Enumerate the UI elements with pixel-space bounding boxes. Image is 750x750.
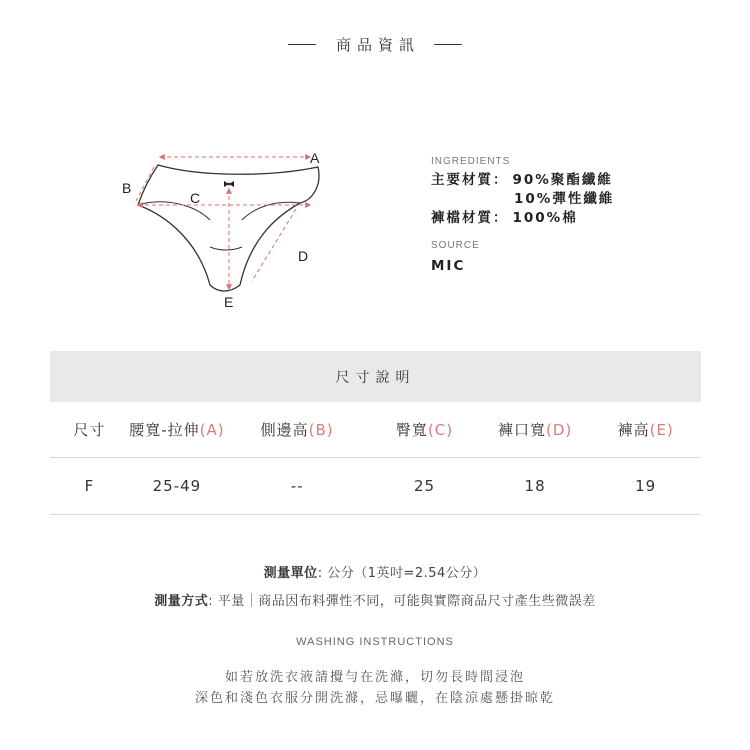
size-section-band bbox=[50, 351, 701, 402]
method-label: 測量方式 bbox=[154, 594, 209, 609]
header-waist: 腰寬-拉伸(A) bbox=[129, 421, 225, 439]
main-material-line bbox=[431, 171, 614, 190]
label-a: A bbox=[310, 150, 320, 166]
crotch-material-line bbox=[431, 209, 614, 228]
method-text: : 平量｜商品因布料彈性不同，可能與實際商品尺寸產生些微誤差 bbox=[208, 594, 596, 609]
table-row bbox=[50, 458, 701, 515]
header-dash-right bbox=[434, 44, 462, 45]
unit-text: : 公分（1英吋=2.54公分） bbox=[317, 566, 487, 581]
size-section-title: 尺寸說明 bbox=[335, 369, 416, 386]
measure-line-d bbox=[252, 209, 296, 281]
crotch-material-value: 100%棉 bbox=[512, 210, 578, 226]
header-leg-opening: 褲口寬(D) bbox=[497, 421, 573, 439]
source-value: MIC bbox=[431, 258, 466, 274]
size-table-header bbox=[50, 402, 701, 458]
cell-leg-opening: 18 bbox=[524, 477, 546, 495]
label-c: C bbox=[190, 190, 201, 206]
material-info bbox=[431, 156, 614, 276]
cell-side-height: -- bbox=[290, 477, 304, 495]
garment-measurement-diagram bbox=[110, 145, 340, 315]
cell-hip: 25 bbox=[413, 477, 436, 495]
label-b: B bbox=[122, 180, 132, 196]
unit-note bbox=[0, 562, 750, 581]
main-material-label: 主要材質： bbox=[431, 172, 509, 188]
cell-rise: 19 bbox=[635, 477, 657, 495]
header-side-height: 側邊高(B) bbox=[260, 421, 334, 439]
header-size: 尺寸 bbox=[73, 421, 106, 439]
crotch-material-label: 褲檔材質： bbox=[431, 210, 509, 226]
method-note bbox=[0, 590, 750, 609]
label-d: D bbox=[298, 248, 309, 264]
measure-line-b bbox=[136, 167, 154, 201]
size-table bbox=[50, 402, 701, 515]
header-hip: 臀寬(C) bbox=[395, 421, 454, 439]
washing-title: WASHING INSTRUCTIONS bbox=[296, 636, 454, 648]
main-material-value: 90%聚酯纖維 bbox=[512, 172, 613, 188]
washing-line-1: 如若放洗衣液請攪勻在洗滌，切勿長時間浸泡 bbox=[224, 670, 525, 685]
crotch-line bbox=[210, 247, 242, 250]
header-rise: 褲高(E) bbox=[617, 421, 674, 439]
main-material-value-2: 10%彈性纖維 bbox=[514, 191, 615, 207]
unit-label: 測量單位 bbox=[263, 566, 318, 581]
page-title: 商品資訊 bbox=[335, 36, 420, 54]
cell-size: F bbox=[84, 477, 95, 495]
source-title: SOURCE bbox=[431, 240, 480, 251]
ingredients-title: INGREDIENTS bbox=[431, 156, 511, 167]
bow-icon bbox=[224, 181, 234, 187]
cell-waist: 25-49 bbox=[152, 477, 202, 495]
section-header bbox=[0, 34, 750, 55]
label-e: E bbox=[224, 294, 234, 310]
washing-line-2: 深色和淺色衣服分開洗滌，忌曝曬，在陰涼處懸掛晾乾 bbox=[194, 691, 555, 706]
header-dash-left bbox=[288, 44, 316, 45]
